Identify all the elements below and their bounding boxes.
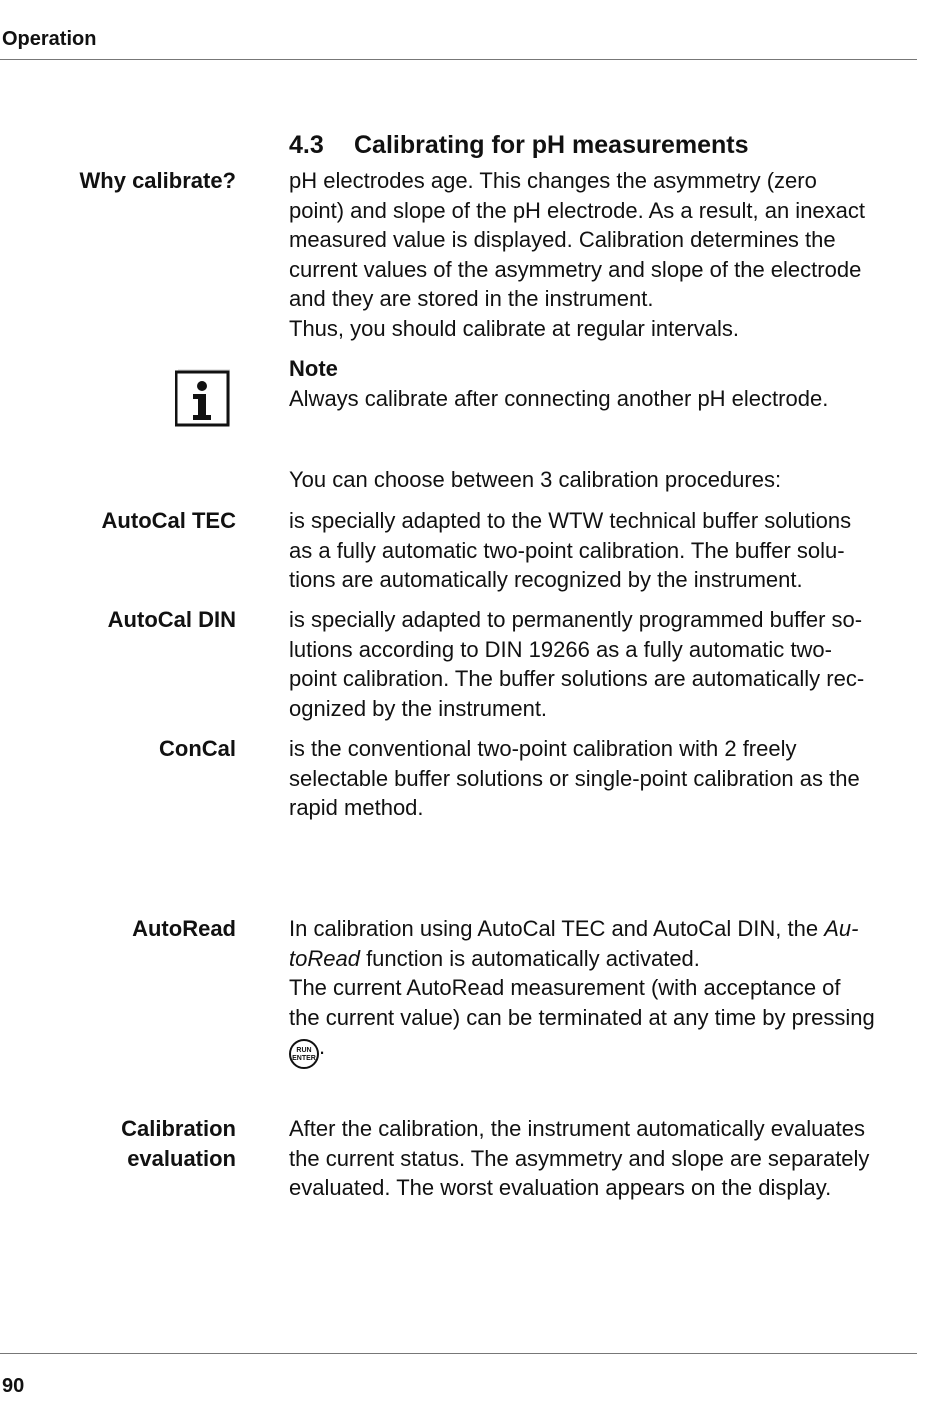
why-calibrate-text [289,166,919,343]
text-line: tions are automatically recognized by the instrument. [289,567,803,592]
key-label-bottom: ENTER [292,1055,316,1062]
note-text: Always calibrate after connecting another pH electrode. [289,385,829,411]
text-line: the current status. The asymmetry and slope are separately [289,1145,870,1171]
autoread-label: AutoRead [132,916,236,941]
autocal-tec-label: AutoCal TEC [101,508,236,533]
autoread-italic: toRead [289,945,360,971]
section-number: 4.3 [289,131,324,159]
text-line: rapid method. [289,795,424,820]
header-rule [0,59,917,60]
text-line: ognized by the instrument. [289,695,548,721]
text-line: Thus, you should calibrate at regular intervals. [289,315,740,341]
procedures-intro [289,465,919,495]
note-block [289,354,919,413]
autoread-line2: function is automatically activated. [359,945,700,971]
section-heading [289,131,749,160]
concal-label: ConCal [159,736,236,761]
info-icon [175,366,235,428]
autocal-din-label: AutoCal DIN [107,607,236,632]
text-line: point calibration. The buffer solutions are automatically rec- [289,666,865,691]
concal-text [289,734,919,823]
key-suffix: . [319,1034,326,1059]
text-line: measured value is displayed. Calibration determines the [289,227,836,252]
text-line: current values of the asymmetry and slope of the electrode [289,256,862,282]
label-line: evaluation [127,1146,236,1171]
label-line: Calibration [121,1116,236,1141]
note-title: Note [289,356,338,381]
text-line: The current AutoRead measurement (with acceptance of [289,975,841,1000]
text-line: is the conventional two-point calibration with 2 freely [289,736,797,761]
text-line [289,1032,919,1069]
autocal-tec-text [289,506,919,595]
autoread-italic: Au- [824,916,859,941]
text-line [289,944,919,974]
text-line: and they are stored in the instrument. [289,286,654,311]
text-line: the current value) can be terminated at any time by pressing [289,1004,875,1030]
autocal-din-text [289,605,919,723]
run-enter-key-icon [289,1039,319,1069]
text-line: selectable buffer solutions or single-point calibration as the [289,765,860,791]
text-line [289,914,919,944]
autoread-line1: In calibration using AutoCal TEC and AutoCal DIN, the [289,916,825,941]
text-line: as a fully automatic two-point calibration. The buffer solu- [289,537,845,563]
text-line: lutions according to DIN 19266 as a fully automatic two- [289,636,832,662]
text-line: evaluated. The worst evaluation appears on the display. [289,1175,832,1200]
calibration-evaluation-label [121,1114,236,1174]
text-line: is specially adapted to the WTW technical buffer solutions [289,508,852,533]
text-line: You can choose between 3 calibration procedures: [289,467,782,492]
text-line: is specially adapted to permanently programmed buffer so- [289,607,863,632]
text-line: After the calibration, the instrument automatically evaluates [289,1116,865,1141]
page-number: 90 [2,1375,25,1397]
autoread-text [289,914,919,1069]
section-title: Calibrating for pH measurements [354,131,749,159]
running-header: Operation [2,28,97,50]
why-calibrate-label: Why calibrate? [79,168,236,193]
calibration-evaluation-text [289,1114,919,1203]
text-line: pH electrodes age. This changes the asymmetry (zero [289,168,817,193]
footer-rule [0,1353,917,1354]
text-line: point) and slope of the pH electrode. As a result, an inexact [289,197,866,223]
key-label-top: RUN [296,1047,312,1054]
